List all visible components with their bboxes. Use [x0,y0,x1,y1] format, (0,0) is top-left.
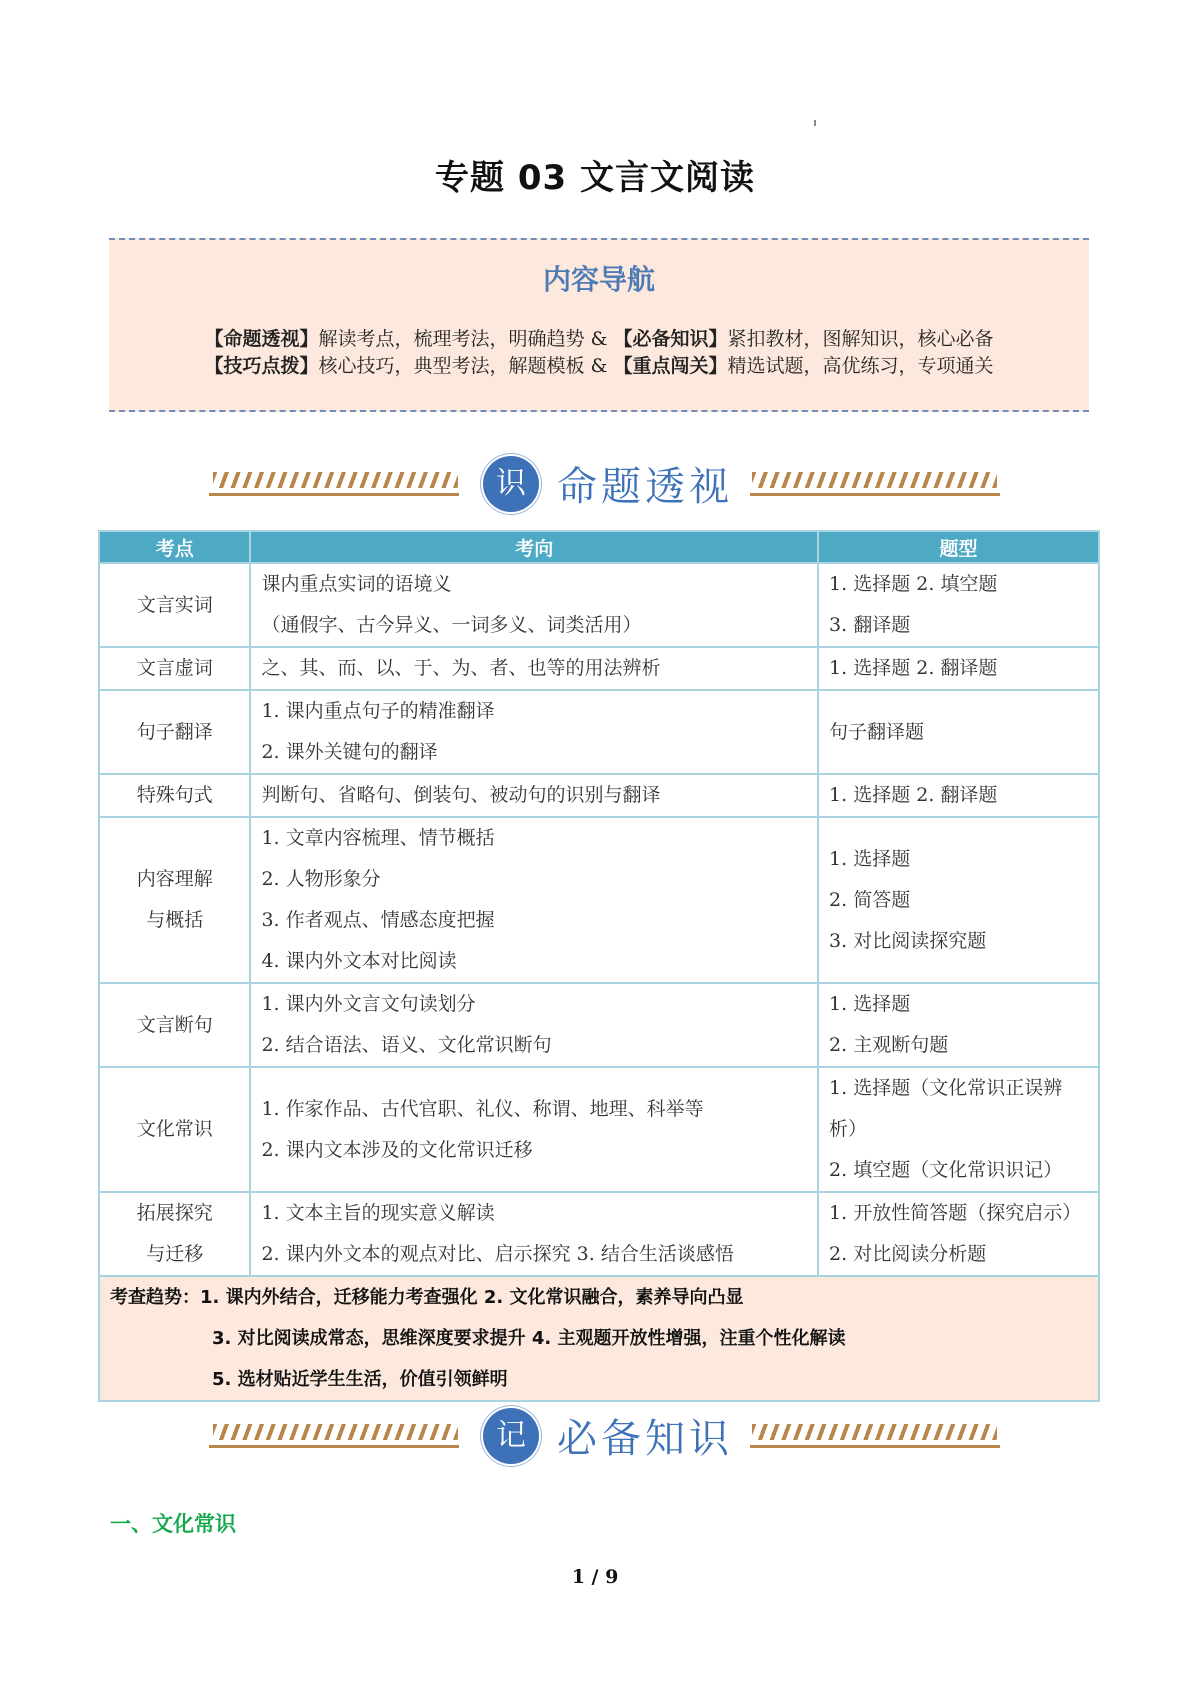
stripe-decoration-right [752,472,997,488]
cell-direction [250,1067,818,1192]
type-line: 2. 填空题（文化常识识记） [829,1159,1063,1181]
table-row [99,1067,1099,1192]
trend-line [110,1277,1088,1318]
content-navigation-box [109,238,1089,412]
cell-direction [250,774,818,817]
subheading-culture: 一、文化常识 [110,1512,236,1536]
trend-line: 5. 选材贴近学生生活，价值引领鲜明 [212,1369,508,1390]
cell-point: 特殊句式 [99,774,250,817]
nav-tag: 【必备知识】 [613,328,728,350]
direction-line: 2. 课内文本涉及的文化常识迁移 [261,1138,533,1161]
nav-tag: 【重点闯关】 [613,355,728,377]
page-mark [814,120,816,126]
type-line: 2. 简答题 [829,888,911,911]
trend-text: 1. 课内外结合，迁移能力考查强化 2. 文化常识融合，素养导向凸显 [200,1287,744,1308]
table-row [99,1192,1099,1276]
table-header-row [99,531,1099,563]
cell-point: 文化常识 [99,1067,250,1192]
stripe-decoration-left [213,1424,458,1440]
nav-text: 紧扣教材，图解知识，核心必备 [727,328,994,350]
trend-row [99,1276,1099,1401]
cell-type [818,1067,1099,1192]
type-line: 2. 主观断句题 [829,1034,949,1056]
cell-type [818,983,1099,1067]
trend-label: 考查趋势： [110,1287,200,1308]
table-row [99,817,1099,983]
point-line: 与概括 [146,909,204,931]
cell-type [818,647,1099,690]
direction-line: 4. 课内外文本对比阅读 [261,950,457,972]
nav-text: 核心技巧，典型考法，解题模板 [318,355,585,377]
cell-direction [250,690,818,774]
direction-line: 1. 作家作品、古代官职、礼仪、称谓、地理、科举等 [261,1097,704,1120]
section-banner-proposition [0,448,1190,518]
type-line: 1. 选择题 2. 填空题 [829,573,998,595]
nav-title: 内容导航 [542,263,655,296]
cell-direction [250,817,818,983]
stripe-decoration-left [213,472,458,488]
exam-points-table [98,530,1100,1402]
type-line: 1. 选择题 2. 翻译题 [829,784,998,806]
type-line: 3. 对比阅读探究题 [829,929,987,952]
direction-line: 2. 人物形象分 [261,868,381,890]
nav-sep: & [584,355,614,377]
direction-line: 1. 文本主旨的现实意义解读 [261,1202,495,1224]
cell-type [818,1192,1099,1276]
table-row [99,774,1099,817]
page-number: 1 / 9 [571,1566,619,1588]
trend-cell [99,1276,1099,1401]
direction-line: 课内重点实词的语境义 [261,573,452,595]
type-line: 1. 选择题 [829,993,911,1015]
nav-line [109,326,1089,353]
direction-line: （通假字、古今异义、一词多义、词类活用） [261,614,642,636]
direction-line: 2. 结合语法、语义、文化常识断句 [261,1034,552,1056]
table-row [99,647,1099,690]
type-line: 1. 选择题 [829,847,911,870]
cell-point: 句子翻译 [99,690,250,774]
cell-direction [250,1192,818,1276]
cell-point: 文言断句 [99,983,250,1067]
point-line: 拓展探究 [136,1202,213,1224]
cell-direction [250,647,818,690]
direction-line: 2. 课内外文本的观点对比、启示探究 3. 结合生活谈感悟 [261,1243,734,1265]
type-line: 2. 对比阅读分析题 [829,1243,987,1265]
col-header-point: 考点 [99,531,250,563]
table-row [99,690,1099,774]
cell-type [818,817,1099,983]
direction-line: 之、其、而、以、于、为、者、也等的用法辨析 [261,657,661,679]
direction-line: 1. 课内重点句子的精准翻译 [261,700,495,722]
nav-text: 解读考点，梳理考法，明确趋势 [318,328,585,350]
type-line: 1. 选择题 2. 翻译题 [829,657,998,679]
cell-point [99,817,250,983]
point-line: 与迁移 [146,1243,204,1265]
point-line: 内容理解 [136,868,213,890]
section-title: 命题透视 [557,464,733,510]
type-line: 析） [829,1118,868,1140]
nav-text: 精选试题，高优练习，专项通关 [727,355,994,377]
direction-line: 3. 作者观点、情感态度把握 [261,909,495,931]
nav-line [109,353,1089,380]
section-banner-knowledge [0,1400,1190,1470]
cell-direction [250,563,818,647]
stripe-underline-left [209,1445,459,1448]
page-title: 专题 03 文言文阅读 [435,158,755,198]
direction-line: 1. 课内外文言文句读划分 [261,993,476,1015]
badge-icon: 记 [483,1408,539,1464]
direction-line: 2. 课外关键句的翻译 [261,741,438,763]
type-line: 句子翻译题 [829,720,925,743]
nav-sep: & [584,328,614,350]
badge-icon: 识 [483,456,539,512]
section-title: 必备知识 [557,1416,733,1462]
cell-type [818,690,1099,774]
nav-lines [109,326,1089,380]
trend-line: 3. 对比阅读成常态，思维深度要求提升 4. 主观题开放性增强，注重个性化解读 [212,1328,846,1349]
stripe-decoration-right [752,1424,997,1440]
stripe-underline-right [750,1445,1000,1448]
nav-tag: 【命题透视】 [204,328,319,350]
cell-point: 文言虚词 [99,647,250,690]
direction-line: 判断句、省略句、倒装句、被动句的识别与翻译 [261,784,661,806]
type-line: 1. 选择题（文化常识正误辨 [829,1077,1063,1099]
nav-tag: 【技巧点拨】 [204,355,319,377]
cell-type [818,774,1099,817]
col-header-direction: 考向 [250,531,818,563]
direction-line: 1. 文章内容梳理、情节概括 [261,827,495,849]
stripe-underline-right [750,493,1000,496]
table-row [99,983,1099,1067]
cell-direction [250,983,818,1067]
stripe-underline-left [209,493,459,496]
type-line: 3. 翻译题 [829,614,911,636]
cell-type [818,563,1099,647]
cell-point [99,1192,250,1276]
cell-point: 文言实词 [99,563,250,647]
type-line: 1. 开放性简答题（探究启示） [829,1202,1082,1224]
table-row [99,563,1099,647]
col-header-type: 题型 [818,531,1099,563]
